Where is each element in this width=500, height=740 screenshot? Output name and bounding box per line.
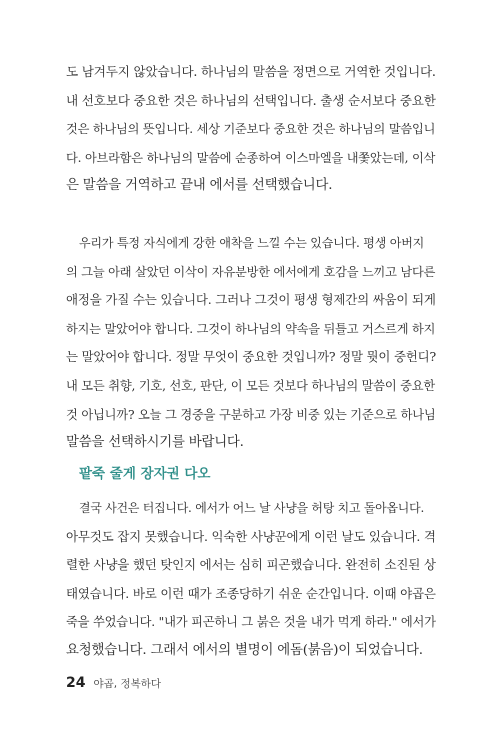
paragraph-1 [66,58,436,201]
paragraph-line: 것은 하나님의 뜻입니다. 세상 기준보다 중요한 것은 하나님의 말씀입니 [66,122,436,137]
paragraph-line: 죽을 쑤었습니다. "내가 피곤하니 그 붉은 것을 내가 먹게 하라." 에서가 [66,615,436,630]
paragraph-line: 는 말았어야 합니다. 정말 무엇이 중요한 것입니까? 정말 뭣이 중헌디? [66,349,436,365]
page-number: 24 [66,675,86,691]
paragraph-line: 아무것도 잡지 못했습니다. 익숙한 사냥꾼에게 이런 날도 있습니다. 격 [66,528,436,544]
paragraph-3 [66,494,436,666]
paragraph-line: 은 말씀을 거역하고 끝내 에서를 선택했습니다. [66,178,333,194]
section-heading: 팥죽 줄게 장자권 다오 [79,466,211,482]
paragraph-line: 태였습니다. 바로 이런 때가 조종당하기 쉬운 순간입니다. 이때 야곱은 [66,585,436,601]
paragraph-2 [66,229,436,458]
paragraph-line: 도 남겨두지 않았습니다. 하나님의 말씀을 정면으로 거역한 것입니다. [66,64,436,79]
paragraph-line: 결국 사건은 터집니다. 에서가 어느 날 사냥을 허탕 치고 돌아옵니다. [79,501,425,515]
paragraph-line: 내 선호보다 중요한 것은 하나님의 선택입니다. 출생 순서보다 중요한 [66,92,436,108]
paragraph-line: 요청했습니다. 그래서 에서의 별명이 에돔(붉음)이 되었습니다. [66,642,423,658]
paragraph-line: 내 모든 취향, 기호, 선호, 판단, 이 모든 것보다 하나님의 말씀이 중요한 [66,378,436,393]
paragraph-line: 우리가 특정 자식에게 강한 애착을 느낄 수는 있습니다. 평생 아버지 [79,236,425,250]
page-footer [66,675,161,691]
paragraph-line: 애정을 가질 수는 있습니다. 그러나 그것이 평생 형제간의 싸움이 되게 [66,292,436,308]
paragraph-line: 말씀을 선택하시기를 바랍니다. [66,435,244,451]
paragraph-line: 하지는 말았어야 합니다. 그것이 하나님의 약속을 뒤틀고 거스르게 하지 [66,321,436,336]
paragraph-line: 것 아닙니까? 오늘 그 경중을 구분하고 가장 비중 있는 기준으로 하나님 [66,407,436,422]
paragraph-line: 다. 아브라함은 하나님의 말씀에 순종하여 이스마엘을 내쫓았는데, 이삭 [66,150,436,165]
paragraph-line: 의 그늘 아래 살았던 이삭이 자유분방한 에서에게 호감을 느끼고 남다른 [66,264,436,279]
paragraph-line: 렬한 사냥을 했던 탓인지 에서는 심히 피곤했습니다. 완전히 소진된 상 [66,557,436,573]
running-title: 야곱, 정복하다 [93,678,162,690]
